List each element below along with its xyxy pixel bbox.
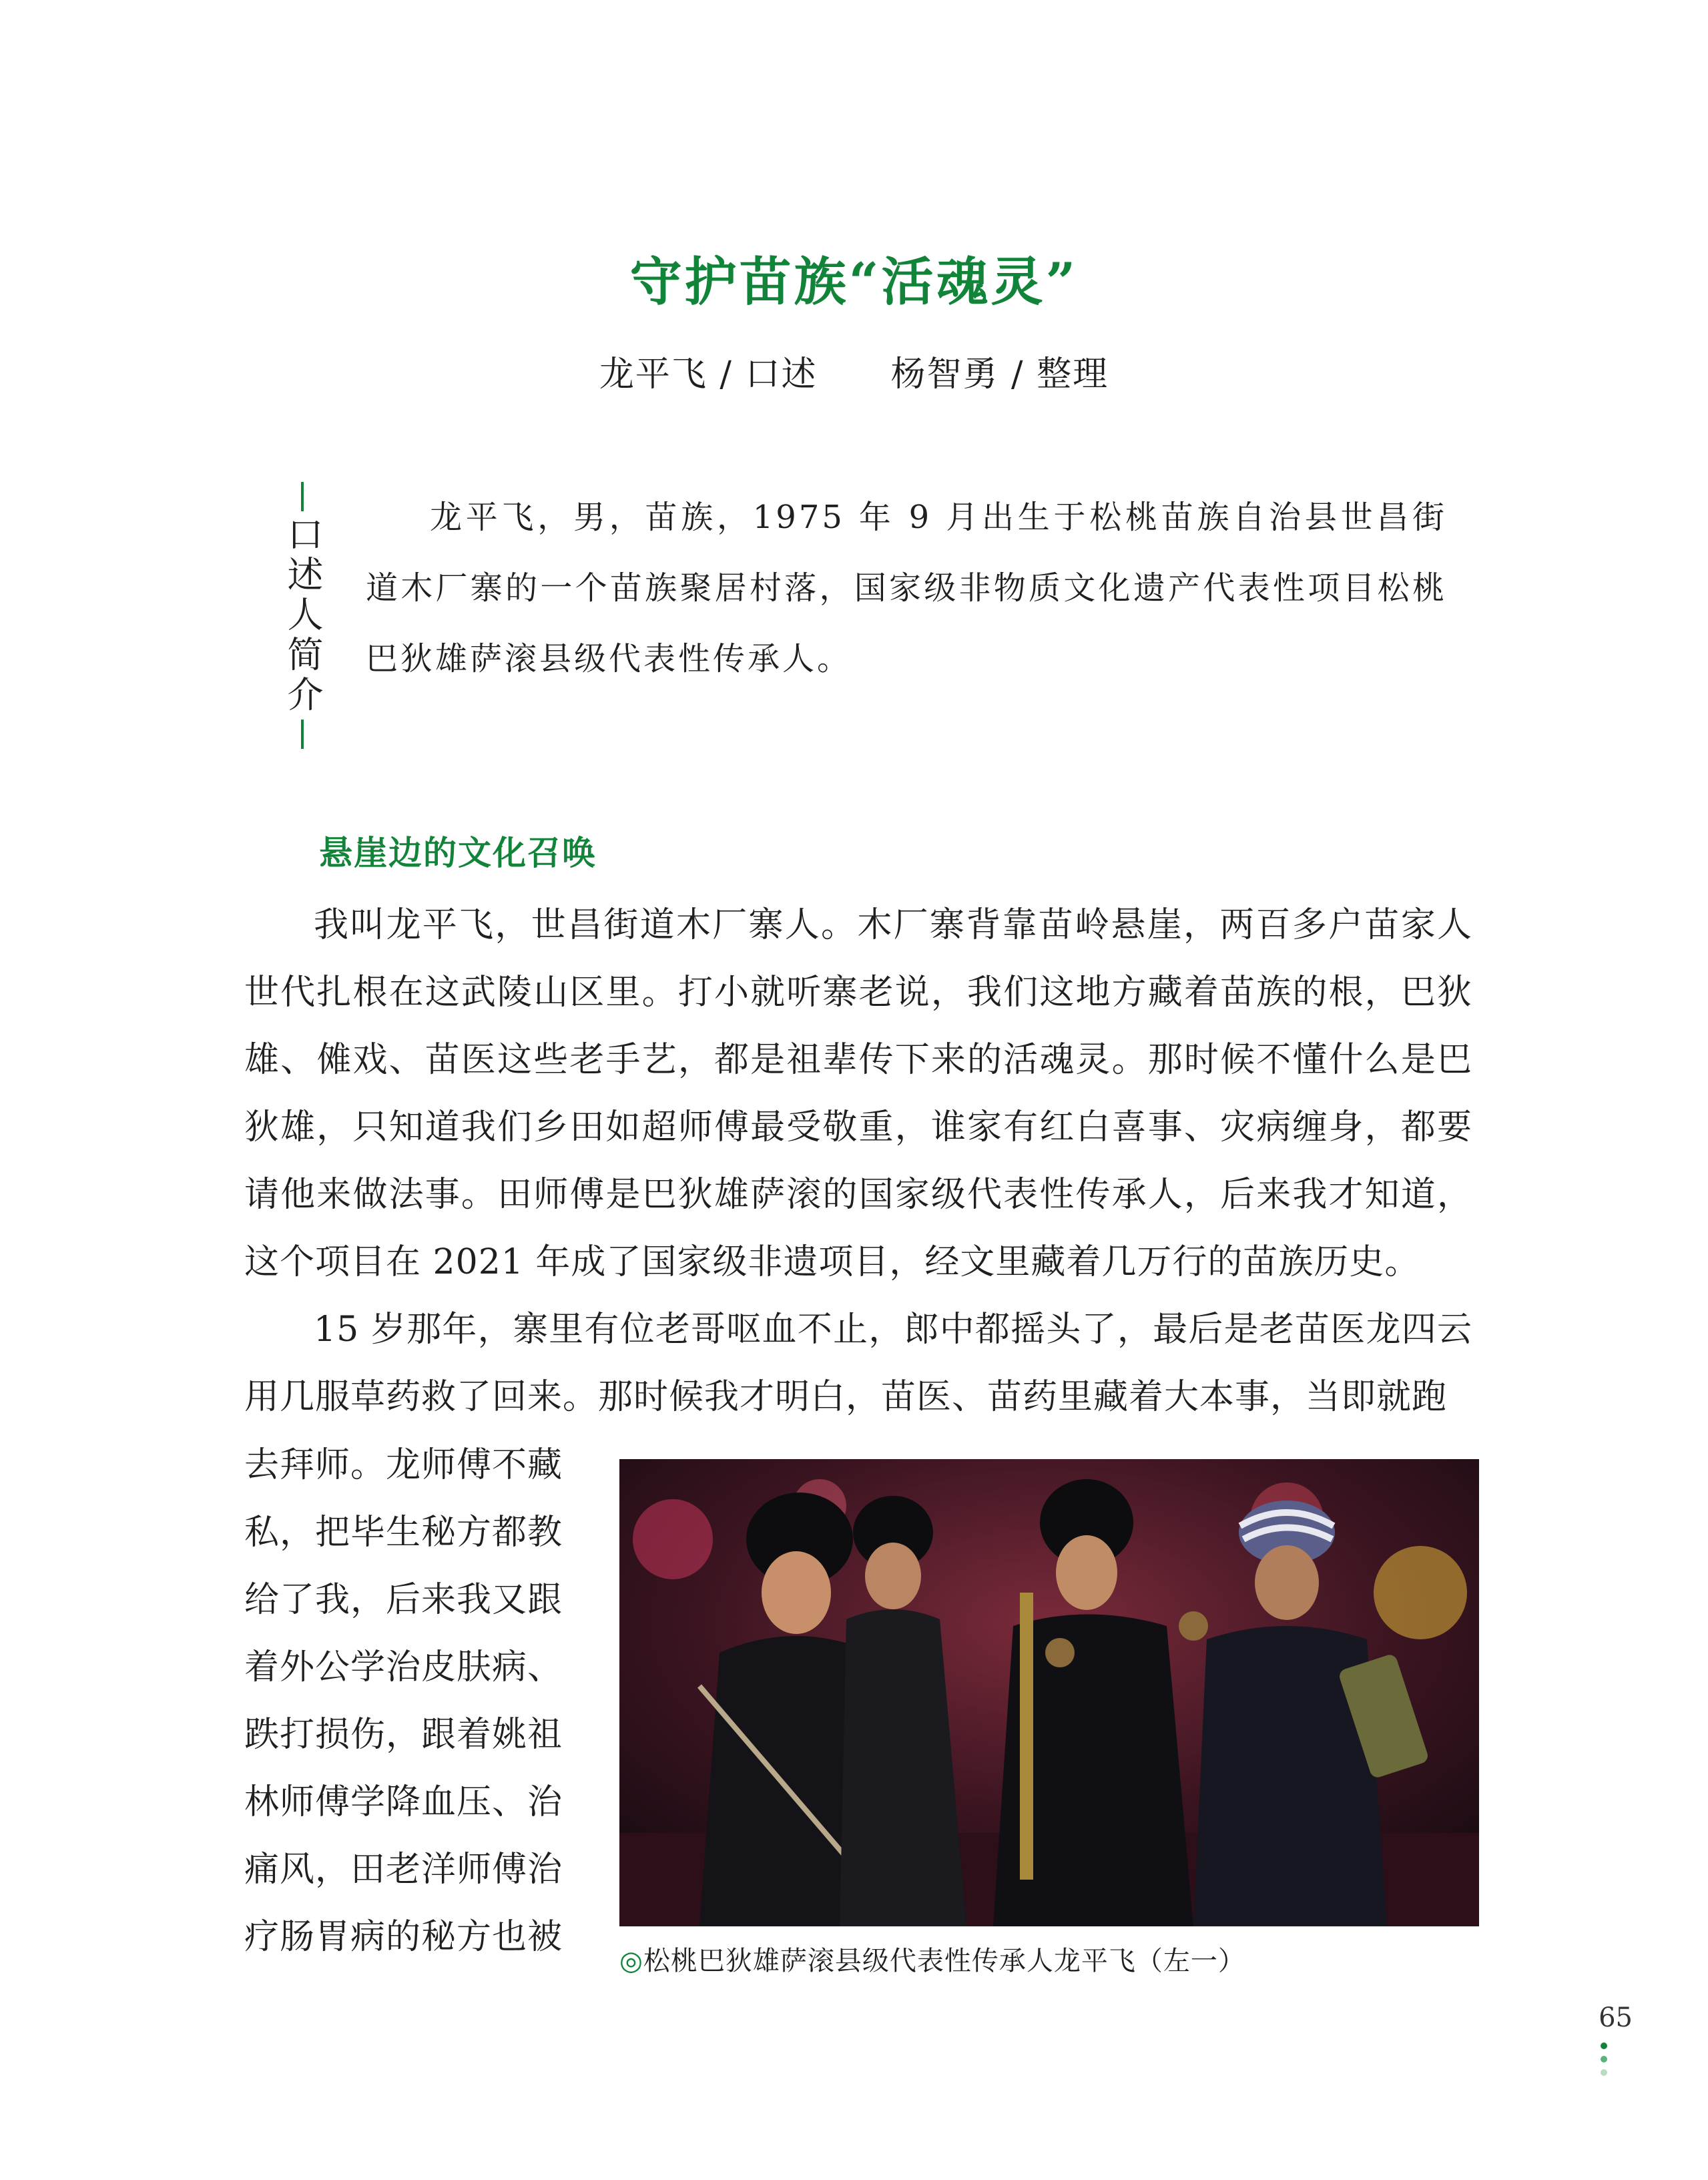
byline [0,346,1708,396]
intro-paragraph: 龙平飞，男，苗族，1975 年 9 月出生于松桃苗族自治县世昌街道木厂寨的一个苗族聚居村落，国家级非物质文化遗产代表性项目松桃巴狄雄萨滚县级代表性传承人。 [366,499,1447,677]
side-line: 痛风，田老洋师傅治 [244,1850,563,1890]
side-line: 私，把毕生秘方都教 [244,1513,563,1553]
side-line: 去拜师。龙师傅不藏 [244,1445,563,1485]
ornament-dot [1601,2042,1607,2049]
label-bottom-rule [301,720,304,749]
editor-credit: 杨智勇 / 整理 [890,354,1109,394]
side-line: 跌打损伤，跟着姚祖 [244,1715,563,1755]
side-column-text [244,1432,578,1971]
ceremony-photo [619,1459,1479,1926]
body-paragraph: 15 岁那年，寨里有位老哥呕血不止，郎中都摇头了，最后是老苗医龙四云用几服草药救了回来。那时候我才明白，苗医、苗药里藏着大本事，当即就跑 [244,1310,1472,1417]
narrator-credit: 龙平飞 / 口述 [599,354,818,394]
caption-mark: ◎ [619,1946,643,1976]
page-number: 65 [1599,2002,1633,2033]
photo-caption [619,1940,1479,1978]
side-line: 林师傅学降血压、治 [244,1782,563,1822]
caption-text: 松桃巴狄雄萨滚县级代表性传承人龙平飞（左一） [643,1946,1245,1976]
body-paragraph: 我叫龙平飞，世昌街道木厂寨人。木厂寨背靠苗岭悬崖，两百多户苗家人世代扎根在这武陵山区里。打小就听寨老说，我们这地方藏着苗族的根，巴狄雄、傩戏、苗医这些老手艺，都是祖辈传下来的活魂灵。那时候不懂什么是巴狄雄，只知道我们乡田如超师傅最受敬重，谁家有红白喜事、灾病缠身，都要请他来做法事。田师傅是巴狄雄萨滚的国家级代表性传承人，后来我才知道，这个项目在 2021 年成了国家级非遗项目，经文里藏着几万行的苗族历史。 [244,905,1472,1282]
body-text [244,892,1472,1431]
article-title: 守护苗族“活魂灵” [629,252,1079,312]
ornament-dot [1601,2069,1607,2076]
side-line: 疗肠胃病的秘方也被 [244,1917,563,1957]
intro-label-text: 口述人简介 [282,515,324,716]
page-dots-ornament [1597,2042,1611,2083]
side-line: 给了我，后来我又跟 [244,1580,563,1620]
intro-side-label [279,482,326,749]
side-line: 着外公学治皮肤病、 [244,1647,563,1687]
label-top-rule [301,482,304,511]
section-heading: 悬崖边的文化召唤 [319,834,597,872]
narrator-intro [366,482,1447,694]
ornament-dot [1601,2056,1607,2063]
photo-illustration [619,1459,1479,1926]
